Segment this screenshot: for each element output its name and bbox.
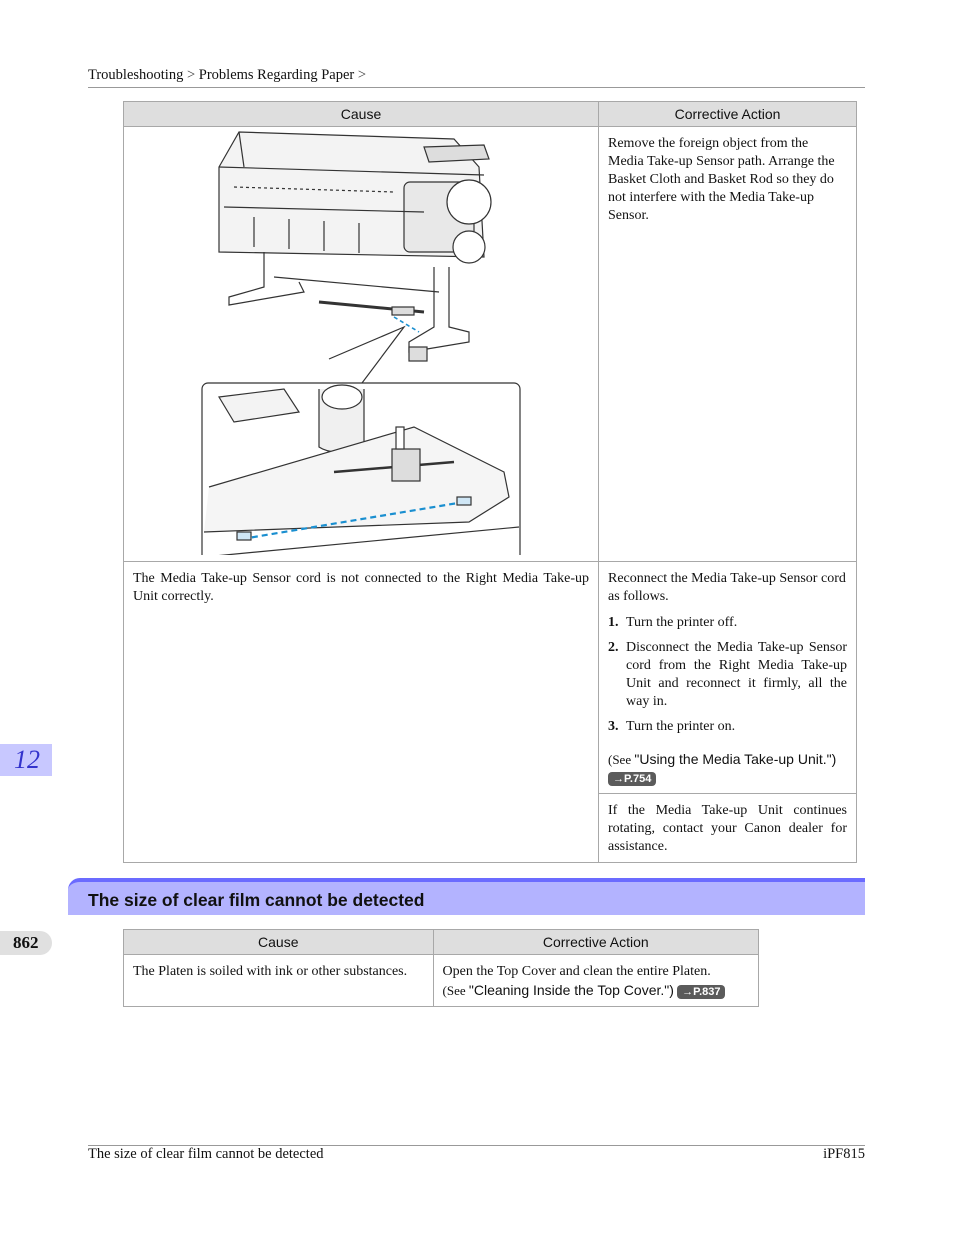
step-item <box>608 718 847 736</box>
step-number: 3. <box>608 719 619 734</box>
page-number-tab <box>0 931 52 955</box>
footer-section-title: The size of clear film cannot be detected <box>88 1146 324 1162</box>
clean-platen-text: Open the Top Cover and clean the entire Platen. <box>442 964 711 979</box>
action-reconnect-cord <box>599 562 857 794</box>
header-cause: Cause <box>124 930 434 955</box>
page-ref-badge[interactable]: →P.837 <box>677 985 725 999</box>
chapter-number: 12 <box>14 745 40 774</box>
header-rule <box>88 87 865 88</box>
see-prefix: (See <box>608 752 635 767</box>
header-corrective-action: Corrective Action <box>433 930 758 955</box>
steps-list <box>608 614 847 736</box>
step-number: 1. <box>608 615 619 630</box>
see-link-media-takeup[interactable]: "Using the Media Take-up Unit.") <box>634 751 837 767</box>
step-text: Disconnect the Media Take-up Sensor cord from the Right Media Take-up Unit and reconnect it firmly, all the way in. <box>626 640 847 709</box>
step-item <box>608 639 847 711</box>
footer-model: iPF815 <box>823 1146 865 1162</box>
header-corrective-action: Corrective Action <box>599 102 857 127</box>
action-clean-platen <box>433 955 758 1007</box>
page-number: 862 <box>13 933 39 952</box>
cause-platen-soiled: The Platen is soiled with ink or other substances. <box>124 955 434 1007</box>
illustration-cell <box>124 127 599 562</box>
breadcrumb-troubleshooting[interactable]: Troubleshooting <box>88 67 184 83</box>
clear-film-table <box>123 929 759 1007</box>
step-text: Turn the printer off. <box>626 615 738 630</box>
troubleshooting-table <box>123 101 857 863</box>
see-reference <box>608 750 847 787</box>
page-ref-badge[interactable]: →P.754 <box>608 772 656 786</box>
breadcrumb-separator: > <box>357 67 367 83</box>
breadcrumb-problems-paper[interactable]: Problems Regarding Paper <box>198 67 355 83</box>
section-title: The size of clear film cannot be detected <box>88 890 425 910</box>
step-text: Turn the printer on. <box>626 719 736 734</box>
see-reference <box>443 981 749 1000</box>
step-number: 2. <box>608 640 619 655</box>
breadcrumb <box>88 67 366 84</box>
section-heading <box>68 878 865 915</box>
breadcrumb-separator: > <box>186 67 196 83</box>
see-prefix: (See <box>442 983 469 998</box>
chapter-tab[interactable] <box>0 744 52 776</box>
cause-sensor-cord: The Media Take-up Sensor cord is not connected to the Right Media Take-up Unit correctly. <box>124 562 599 863</box>
printer-sensor-illustration <box>124 127 598 555</box>
header-cause: Cause <box>124 102 599 127</box>
reconnect-intro: Reconnect the Media Take-up Sensor cord as follows. <box>608 571 846 604</box>
see-link-cleaning-top-cover[interactable]: "Cleaning Inside the Top Cover.") <box>468 982 674 998</box>
step-item <box>608 614 847 632</box>
action-contact-dealer: If the Media Take-up Unit continues rotating, contact your Canon dealer for assistance. <box>599 794 857 863</box>
action-remove-foreign-object: Remove the foreign object from the Media Take-up Sensor path. Arrange the Basket Cloth and Basket Rod so they do not interfere with the Media Take-up Sensor. <box>599 127 857 562</box>
